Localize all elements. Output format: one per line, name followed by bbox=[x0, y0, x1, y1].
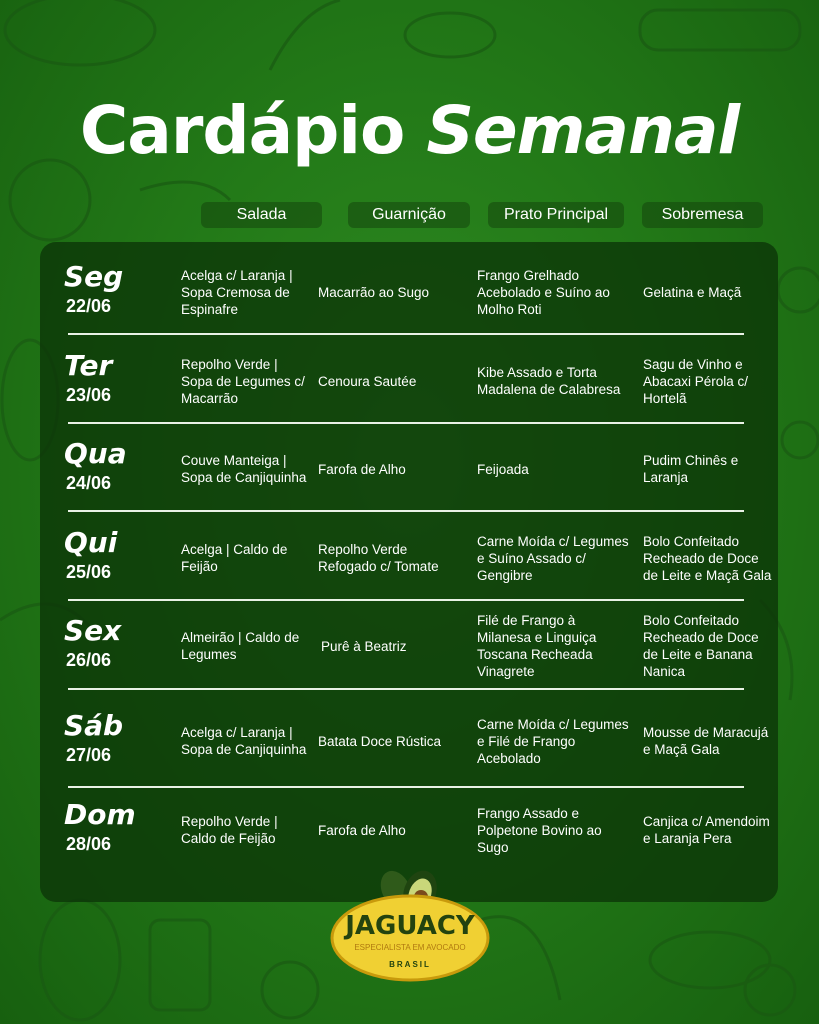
title-part-1: Cardápio bbox=[79, 92, 405, 169]
cell-salada: Repolho Verde | Sopa de Legumes c/ Macarrão bbox=[181, 356, 305, 406]
row-divider bbox=[68, 333, 744, 335]
cell-guarnicao: Cenoura Sautée bbox=[318, 373, 417, 389]
cell-prato-principal: Frango Assado e Polpetone Bovino ao Sugo bbox=[477, 805, 602, 855]
page-title bbox=[0, 92, 819, 169]
day-date: 23/06 bbox=[66, 385, 112, 405]
row-divider bbox=[68, 599, 744, 601]
logo-tagline: ESPECIALISTA EM AVOCADO bbox=[354, 943, 466, 952]
cell-sobremesa: Bolo Confeitado Recheado de Doce de Leite e Maçã Gala bbox=[643, 533, 772, 583]
cell-salada: Acelga | Caldo de Feijão bbox=[181, 542, 288, 574]
day-name: Sex bbox=[64, 614, 122, 647]
cell-sobremesa: Mousse de Maracujá e Maçã Gala bbox=[643, 725, 769, 757]
cell-salada: Almeirão | Caldo de Legumes bbox=[181, 630, 300, 662]
day-date: 27/06 bbox=[66, 745, 112, 765]
row-divider bbox=[68, 510, 744, 512]
cell-prato-principal: Feijoada bbox=[477, 461, 529, 477]
title-part-2: Semanal bbox=[426, 92, 740, 169]
day-name: Qua bbox=[64, 437, 127, 470]
cell-prato-principal: Carne Moída c/ Legumes e Suíno Assado c/ Gengibre bbox=[477, 533, 629, 583]
cell-guarnicao: Batata Doce Rústica bbox=[318, 733, 442, 749]
cell-salada: Acelga c/ Laranja | Sopa de Canjiquinha bbox=[181, 725, 307, 757]
table-row bbox=[40, 514, 778, 602]
menu-table-panel bbox=[40, 242, 778, 902]
column-header-salada: Salada bbox=[201, 202, 322, 228]
cell-salada: Acelga c/ Laranja | Sopa Cremosa de Espinafre bbox=[181, 267, 293, 317]
day-date: 28/06 bbox=[66, 834, 112, 854]
cell-sobremesa: Sagu de Vinho e Abacaxi Pérola c/ Hortelã bbox=[643, 356, 749, 406]
cell-guarnicao: Farofa de Alho bbox=[318, 822, 406, 838]
table-row bbox=[40, 425, 778, 513]
cell-prato-principal: Kibe Assado e Torta Madalena de Calabresa bbox=[477, 365, 621, 397]
cell-sobremesa: Gelatina e Maçã bbox=[643, 284, 742, 300]
day-name: Dom bbox=[64, 798, 136, 831]
column-header-prato-principal: Prato Principal bbox=[488, 202, 624, 228]
day-date: 22/06 bbox=[66, 296, 112, 316]
cell-guarnicao: Purê à Beatriz bbox=[321, 638, 407, 654]
cell-sobremesa: Pudim Chinês e Laranja bbox=[643, 453, 739, 485]
column-header-sobremesa: Sobremesa bbox=[642, 202, 763, 228]
day-name: Sáb bbox=[64, 709, 124, 742]
day-name: Qui bbox=[64, 526, 118, 559]
jaguacy-logo bbox=[330, 868, 490, 984]
cell-guarnicao: Macarrão ao Sugo bbox=[318, 284, 430, 300]
table-row bbox=[40, 786, 778, 874]
cell-salada: Couve Manteiga | Sopa de Canjiquinha bbox=[181, 453, 307, 485]
cell-salada: Repolho Verde | Caldo de Feijão bbox=[181, 814, 278, 846]
cell-prato-principal: Filé de Frango à Milanesa e Linguiça Toscana Recheada Vinagrete bbox=[477, 613, 597, 679]
cell-prato-principal: Carne Moída c/ Legumes e Filé de Frango Acebolado bbox=[477, 716, 629, 766]
cell-guarnicao: Farofa de Alho bbox=[318, 461, 406, 477]
cell-sobremesa: Bolo Confeitado Recheado de Doce de Leite e Banana Nanica bbox=[643, 613, 759, 679]
day-date: 26/06 bbox=[66, 650, 112, 670]
table-row bbox=[40, 697, 778, 785]
cell-prato-principal: Frango Grelhado Acebolado e Suíno ao Molho Roti bbox=[477, 267, 610, 317]
cell-guarnicao: Repolho Verde Refogado c/ Tomate bbox=[318, 542, 439, 574]
table-row bbox=[40, 337, 778, 425]
cell-sobremesa: Canjica c/ Amendoim e Laranja Pera bbox=[643, 814, 770, 846]
logo-name: JAGUACY bbox=[345, 911, 475, 941]
logo-country: BRASIL bbox=[389, 960, 431, 969]
day-name: Ter bbox=[64, 349, 113, 382]
day-name: Seg bbox=[64, 260, 124, 293]
row-divider bbox=[68, 422, 744, 424]
row-divider bbox=[68, 688, 744, 690]
day-date: 24/06 bbox=[66, 473, 112, 493]
column-header-guarnicao: Guarnição bbox=[348, 202, 470, 228]
day-date: 25/06 bbox=[66, 562, 112, 582]
table-row bbox=[40, 248, 778, 336]
table-row bbox=[40, 602, 778, 690]
